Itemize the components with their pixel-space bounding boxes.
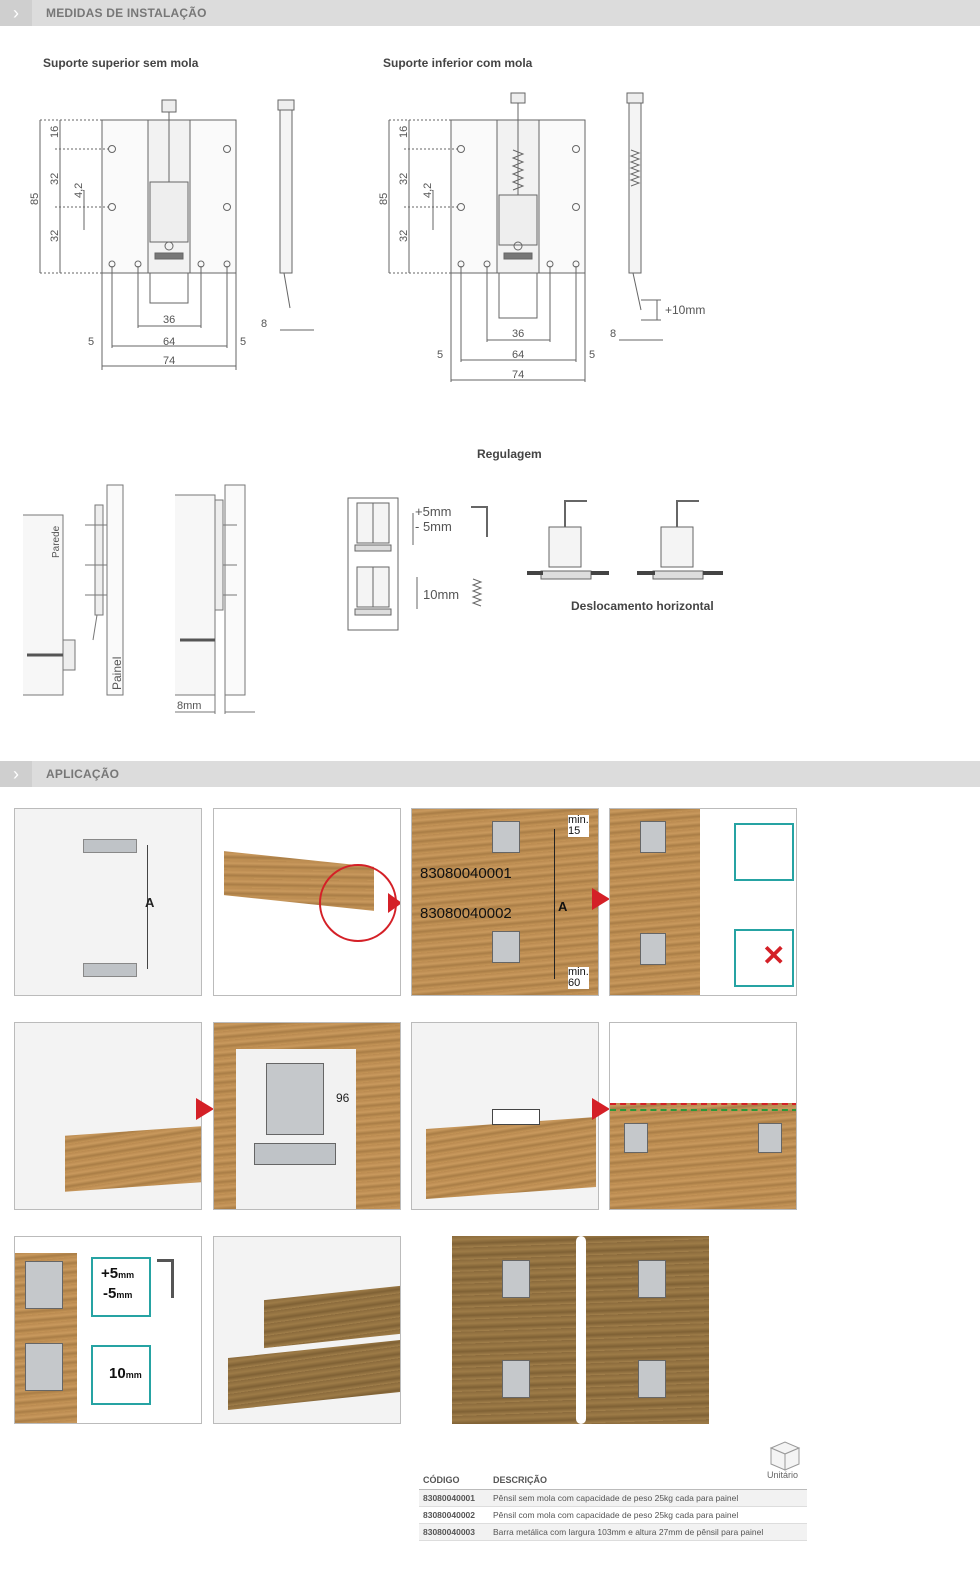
- adjust-vertical-box: +5mm -5mm: [91, 1257, 151, 1317]
- support-bottom-drawing: [349, 90, 729, 390]
- hook-top-icon: [734, 823, 794, 881]
- arrow-right-icon: [592, 888, 610, 910]
- table-row: [419, 1490, 807, 1507]
- dim-74: 74: [163, 355, 176, 367]
- row-description: Pênsil com mola com capacidade de peso 25kg cada para painel: [489, 1507, 807, 1524]
- dim-5b: 5: [240, 336, 247, 348]
- arrow-right-icon: [592, 1098, 610, 1120]
- section-header-application: [0, 761, 980, 787]
- step-9-adjust: [14, 1236, 202, 1424]
- dim-5a: 5: [88, 336, 95, 348]
- dim-5b: 5: [589, 349, 596, 361]
- dim-8mm: 8mm: [177, 700, 202, 712]
- code-bracket-bottom: 83080040002: [420, 905, 512, 922]
- label-a-panel: A: [558, 899, 568, 914]
- label-min15: min. 15: [568, 814, 589, 837]
- product-table: [419, 1472, 807, 1541]
- table-header-code: CÓDIGO: [419, 1472, 489, 1490]
- dim-4-2: 4,2: [73, 182, 85, 198]
- label-min60: min. 60: [568, 966, 589, 989]
- adjust-spring-box: 10mm: [91, 1345, 151, 1405]
- label-10mm: 10mm: [423, 587, 460, 602]
- table-header-description: DESCRIÇÃO: [489, 1472, 807, 1490]
- row-description: Pênsil sem mola com capacidade de peso 25kg cada para painel: [489, 1490, 807, 1507]
- row-code: 83080040001: [419, 1490, 489, 1507]
- box-icon: [765, 1440, 805, 1472]
- step-6-bracket-detail: [213, 1022, 401, 1210]
- support-top-label: Suporte superior sem mola: [43, 56, 199, 70]
- dim-36: 36: [163, 314, 176, 326]
- dim-plus10: +10mm: [665, 303, 706, 317]
- dim-85: 85: [378, 192, 390, 205]
- dim-8: 8: [261, 318, 268, 330]
- arrow-right-icon: [196, 1098, 214, 1120]
- step-2-panel-brackets: [213, 808, 401, 996]
- step-3-bracket-codes: [411, 808, 599, 996]
- section-title: MEDIDAS DE INSTALAÇÃO: [46, 6, 207, 20]
- step-10-panels: [213, 1236, 401, 1424]
- no-wall-icon: ✕: [734, 929, 794, 987]
- section-title: APLICAÇÃO: [46, 767, 120, 781]
- dim-85: 85: [29, 192, 41, 205]
- regulagem-diagram: [347, 497, 732, 637]
- step-5-panel-hang: [14, 1022, 202, 1210]
- dim-16: 16: [398, 125, 410, 138]
- code-bracket-top: 83080040001: [420, 865, 512, 882]
- arrow-right-icon: [388, 893, 401, 913]
- dim-64: 64: [163, 336, 176, 348]
- package-unit-label: Unitário: [767, 1470, 799, 1480]
- label-minus5: - 5mm: [415, 519, 452, 534]
- label-painel: Painel: [110, 656, 124, 690]
- dim-96: 96: [336, 1091, 350, 1105]
- dim-8: 8: [610, 328, 617, 340]
- section-header-installation: [0, 0, 980, 26]
- step-8-alignment: [609, 1022, 797, 1210]
- label-a: A: [145, 895, 155, 910]
- dim-32b: 32: [49, 229, 61, 242]
- chevron-right-icon: ›: [0, 0, 32, 26]
- support-top-drawing: [0, 90, 340, 380]
- dim-32b: 32: [398, 229, 410, 242]
- dim-32a: 32: [49, 172, 61, 185]
- row-description: Barra metálica com largura 103mm e altura 27mm de pênsil para painel: [489, 1524, 807, 1541]
- table-row: [419, 1507, 807, 1524]
- step-7-level: [411, 1022, 599, 1210]
- dim-32a: 32: [398, 172, 410, 185]
- wall-panel-diagram: [15, 480, 275, 720]
- dim-5a: 5: [437, 349, 444, 361]
- dim-16: 16: [49, 125, 61, 138]
- dim-74: 74: [512, 369, 525, 381]
- hex-key-icon: [157, 1259, 174, 1298]
- regulagem-title: Regulagem: [477, 447, 542, 461]
- dim-36: 36: [512, 328, 525, 340]
- row-code: 83080040003: [419, 1524, 489, 1541]
- step-1-wall-rails: [14, 808, 202, 996]
- final-installation-photo: [452, 1236, 709, 1424]
- support-bottom-label: Suporte inferior com mola: [383, 56, 533, 70]
- dim-64: 64: [512, 349, 525, 361]
- label-parede: Parede: [51, 525, 62, 558]
- table-row: [419, 1524, 807, 1541]
- chevron-right-icon: ›: [0, 761, 32, 787]
- row-code: 83080040002: [419, 1507, 489, 1524]
- label-plus5: +5mm: [415, 504, 452, 519]
- horizontal-displacement-label: Deslocamento horizontal: [571, 599, 714, 613]
- dim-4-2: 4,2: [422, 182, 434, 198]
- step-4-orientation: [609, 808, 797, 996]
